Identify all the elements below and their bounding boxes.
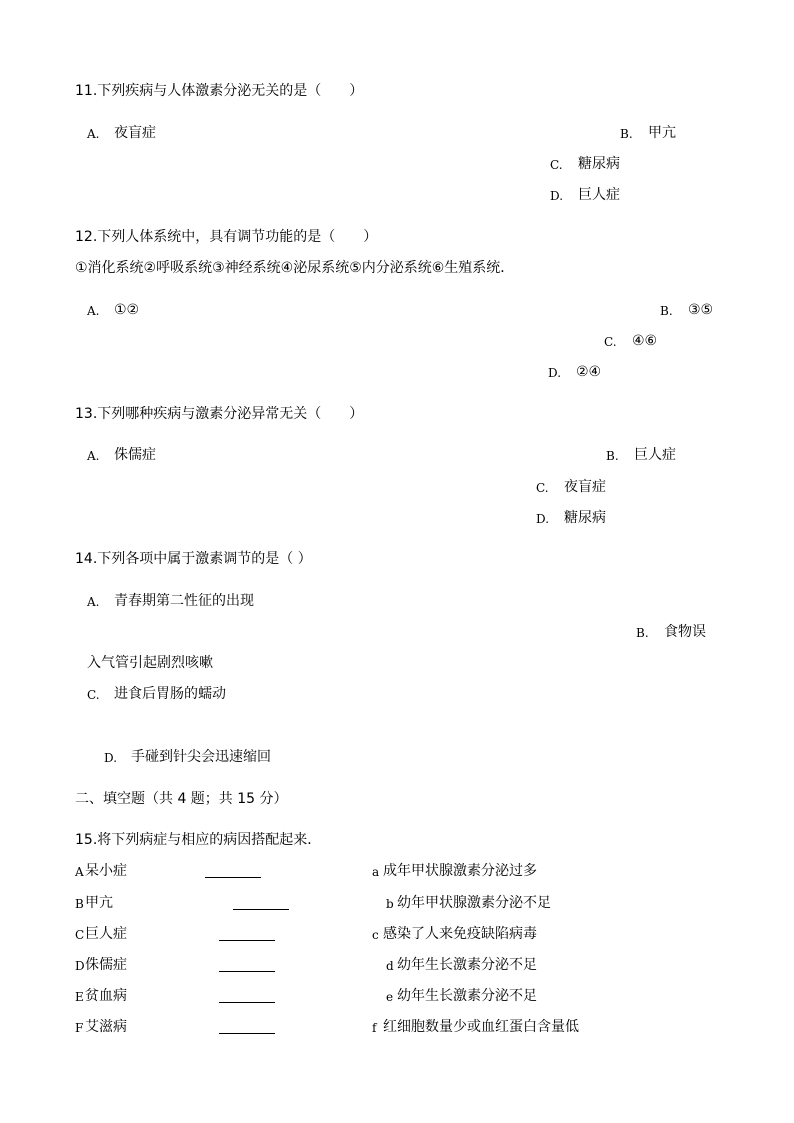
q15-right-text-f: 红细胞数量少或血红蛋白含量低: [383, 1019, 579, 1035]
q15-left-text-f: 艾滋病: [85, 1019, 127, 1035]
q15-right-text-a: 成年甲状腺激素分泌过多: [383, 863, 537, 879]
q15-left-text-e: 贫血病: [85, 988, 127, 1004]
q12-system-list: ①消化系统②呼吸系统③神经系统④泌尿系统⑤内分泌系统⑥生殖系统．: [75, 260, 515, 276]
q14-option-b-text: 食物误: [664, 624, 706, 640]
q12-option-c-text: ④⑥: [632, 333, 658, 349]
q15-right-label-b: b: [386, 897, 394, 911]
q15-stem: 15.将下列病症与相应的病因搭配起来．: [75, 832, 322, 848]
q15-left-label-f: F: [75, 1021, 84, 1035]
q12-option-b-text: ③⑤: [688, 302, 714, 318]
q15-left-text-a: 呆小症: [85, 863, 127, 879]
q13-option-a-text: 侏儒症: [114, 447, 156, 463]
q15-answer-blank-d[interactable]: [219, 971, 275, 972]
q13-stem: 13.下列哪种疾病与激素分泌异常无关（ ）: [75, 406, 364, 422]
q14-option-d-label: D.: [104, 751, 118, 765]
q15-answer-blank-a[interactable]: [205, 877, 261, 878]
q11-option-b-label: B.: [620, 127, 633, 141]
q11-option-d-label: D.: [550, 189, 564, 203]
q13-option-a-label: A.: [87, 449, 100, 463]
q15-right-text-c: 感染了人来免疫缺陷病毒: [383, 926, 537, 942]
q15-right-label-f: f: [372, 1021, 377, 1035]
q11-option-c-text: 糖尿病: [578, 156, 620, 172]
q15-left-text-c: 巨人症: [85, 926, 127, 942]
q15-left-label-c: C: [75, 928, 85, 942]
q15-right-text-d: 幼年生长激素分泌不足: [397, 957, 537, 973]
q14-option-b-label: B.: [636, 626, 649, 640]
q13-option-d-text: 糖尿病: [564, 510, 606, 526]
q15-left-label-a: A: [75, 865, 84, 879]
q12-option-d-text: ②④: [576, 364, 602, 380]
q15-right-label-d: d: [386, 959, 394, 973]
q15-right-label-e: e: [386, 990, 394, 1004]
q13-option-d-label: D.: [536, 512, 550, 526]
q15-right-label-c: c: [372, 928, 379, 942]
q15-answer-blank-b[interactable]: [233, 909, 289, 910]
q14-option-d-text: 手碰到针尖会迅速缩回: [131, 749, 271, 765]
q15-left-label-e: E: [75, 990, 84, 1004]
q13-option-b-text: 巨人症: [634, 447, 676, 463]
q15-left-text-d: 侏儒症: [85, 957, 127, 973]
q11-stem: 11.下列疾病与人体激素分泌无关的是（ ）: [75, 83, 364, 99]
q12-option-d-label: D.: [548, 366, 562, 380]
q13-option-c-text: 夜盲症: [564, 479, 606, 495]
q12-option-c-label: C.: [604, 335, 617, 349]
q14-option-c-label: C.: [87, 688, 100, 702]
q11-option-c-label: C.: [550, 158, 563, 172]
q15-left-label-b: B: [75, 897, 84, 911]
q12-stem: 12.下列人体系统中，具有调节功能的是（ ）: [75, 229, 378, 245]
q14-option-b-continued: 入气管引起剧烈咳嗽: [87, 655, 213, 671]
q13-option-b-label: B.: [606, 449, 619, 463]
q12-option-a-label: A.: [87, 304, 100, 318]
q15-answer-blank-f[interactable]: [219, 1033, 275, 1034]
q11-option-a-label: A.: [87, 127, 100, 141]
section-heading-fill-in: 二、填空题（共 4 题；共 15 分）: [75, 791, 288, 807]
q11-option-b-text: 甲亢: [648, 125, 676, 141]
q15-right-text-e: 幼年生长激素分泌不足: [397, 988, 537, 1004]
q12-option-a-text: ①②: [114, 302, 140, 318]
q14-option-a-text: 青春期第二性征的出现: [114, 593, 254, 609]
q12-option-b-label: B.: [660, 304, 673, 318]
q15-left-text-b: 甲亢: [85, 895, 113, 911]
q15-answer-blank-c[interactable]: [219, 940, 275, 941]
q15-answer-blank-e[interactable]: [219, 1002, 275, 1003]
q11-option-a-text: 夜盲症: [114, 125, 156, 141]
q14-option-a-label: A.: [87, 595, 100, 609]
q14-stem: 14.下列各项中属于激素调节的是（ ）: [75, 551, 312, 567]
q11-option-d-text: 巨人症: [578, 187, 620, 203]
q15-right-text-b: 幼年甲状腺激素分泌不足: [397, 895, 551, 911]
q15-left-label-d: D: [75, 959, 85, 973]
q15-right-label-a: a: [372, 865, 380, 879]
q13-option-c-label: C.: [536, 481, 549, 495]
q14-option-c-text: 进食后胃肠的蠕动: [114, 686, 226, 702]
